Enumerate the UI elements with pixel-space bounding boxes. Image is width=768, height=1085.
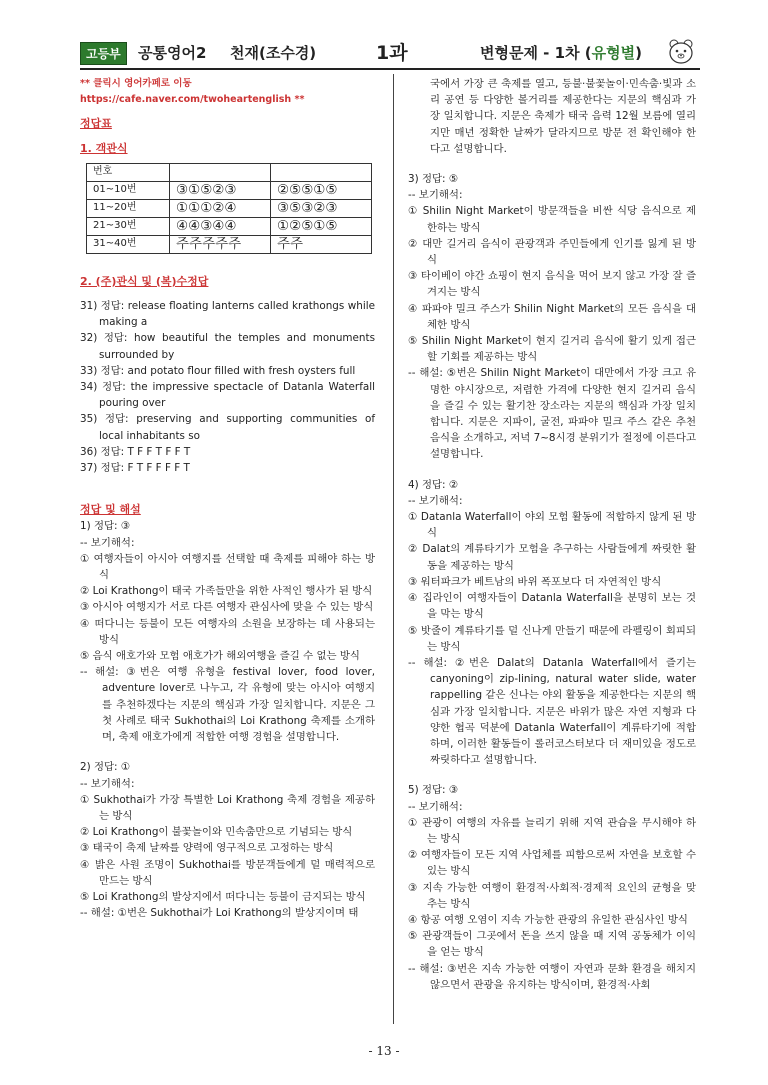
q1-option: ② Loi Krathong이 태국 가족들만을 위한 사적인 행사가 된 방식 xyxy=(80,585,373,598)
answer-cell: 주주주주주 xyxy=(170,235,271,253)
q1-option: ⑤ 음식 애호가와 모험 애호가가 해외여행을 즐길 수 없는 방식 xyxy=(80,650,360,663)
q3-option: ① Shilin Night Market이 방문객들을 비싼 식당 음식으로 제한하는 방식 xyxy=(408,205,696,234)
header-rule xyxy=(80,68,700,70)
q2-explanation-continued: 국에서 가장 큰 축제를 열고, 등불·불꽃놀이·민속춤·빛과 소리 공연 등 다양한 볼거리를 제공한다는 지문의 핵심과 가장 일치합니다. 지문은 축제가 태국 음력 12월 보름에 열리지만 매년 정확한 날짜가 달라지므로 방문 전 확인해야 한다고 설명합니다. xyxy=(430,78,696,155)
answer-cell: 주주 xyxy=(271,235,372,253)
q5-explanation-start: -- 해설: ③번은 지속 가능한 여행이 자연과 문화 환경을 해치지 않으면서 관광을 유지하는 방식이며, 환경적·사회 xyxy=(408,962,696,991)
q4-option: ④ 집라인이 여행자들이 Datanla Waterfall을 분명히 보는 것을 막는 방식 xyxy=(408,592,696,621)
q2-option: ② Loi Krathong이 불꽃놀이와 민속춤만으로 기념되는 방식 xyxy=(80,826,353,839)
q5-option: ③ 지속 가능한 여행이 환경적·사회적·경제적 요인의 균형을 맞추는 방식 xyxy=(408,881,696,910)
q2-answer: 2) 정답: ① xyxy=(80,761,131,774)
table-row xyxy=(87,235,372,253)
row-label: 31~40번 xyxy=(87,235,170,253)
table-row xyxy=(87,199,372,217)
q3-intro: -- 보기해석: xyxy=(408,189,463,202)
exam-type-suffix: ) xyxy=(635,44,642,62)
subjective-answer: 34) 정답: the impressive spectacle of Datanla Waterfall pouring over xyxy=(80,381,375,410)
subjective-answer: 31) 정답: release floating lanterns called krathongs while making a xyxy=(80,300,375,329)
q5-option: ① 관광이 여행의 자유를 늘리기 위해 지역 관습을 무시해야 하는 방식 xyxy=(408,816,696,845)
q1-option: ① 여행자들이 아시아 여행지를 선택할 때 축제를 피해야 하는 방식 xyxy=(80,552,375,582)
q1-option: ③ 아시아 여행지가 서로 다른 여행자 관심사에 맞을 수 있는 방식 xyxy=(80,601,374,614)
q5-answer: 5) 정답: ③ xyxy=(408,784,459,797)
answer-cell: ④④③④④ xyxy=(170,217,271,235)
exam-type-prefix: 변형문제 - 1차 ( xyxy=(480,44,592,62)
q5-option: ④ 항공 여행 오염이 지속 가능한 관광의 유일한 관심사인 방식 xyxy=(408,913,688,926)
q2-explanation-start: -- 해설: ①번은 Sukhothai가 Loi Krathong의 발상지이며 태 xyxy=(80,907,359,920)
answer-cell: ③⑤③②③ xyxy=(271,199,372,217)
q2-option: ④ 밝은 사원 조명이 Sukhothai를 방문객들에게 덜 매력적으로 만드는 방식 xyxy=(80,858,375,887)
row-label: 21~30번 xyxy=(87,217,170,235)
page-header xyxy=(80,38,700,66)
exam-type-highlight: 유형별 xyxy=(591,44,636,62)
answer-cell: ①②⑤①⑤ xyxy=(271,217,372,235)
q1-answer: 1) 정답: ③ xyxy=(80,520,131,533)
left-column xyxy=(80,76,375,921)
exam-type-title xyxy=(480,42,642,63)
subjective-answer: 36) 정답: T F F T F F T xyxy=(80,445,191,458)
q2-intro: -- 보기해석: xyxy=(80,777,135,790)
q1-explanation: -- 해설: ③번은 여행 유형을 festival lover, food lover, adventure lover로 나누고, 각 유형에 맞는 아시아 여행지를 추천하겠다는 지문의 핵심과 가장 일치합니다. 지문은 그 첫 사례로 태국 Sukhothai의 Loi Krathong 축제를 소개하며, 축제 애호가에게 적합한 여행 경험을 설명합니다. xyxy=(80,666,375,744)
q2-option: ③ 태국이 축제 날짜를 양력에 영구적으로 고정하는 방식 xyxy=(80,842,334,855)
q4-answer: 4) 정답: ② xyxy=(408,478,459,491)
q1-option: ④ 떠다니는 등불이 모든 여행자의 소원을 보장하는 데 사용되는 방식 xyxy=(80,617,375,646)
q5-option: ② 여행자들이 모든 지역 사업체를 피함으로써 자연을 보호할 수 있는 방식 xyxy=(408,849,696,878)
answer-cell: ②⑤⑤①⑤ xyxy=(271,181,372,199)
row-label: 11~20번 xyxy=(87,199,170,217)
subjective-answer: 32) 정답: how beautiful the temples and monuments surrounded by xyxy=(80,332,375,361)
objective-title: 1. 객관식 xyxy=(80,141,128,155)
right-column xyxy=(408,76,696,993)
subject-title: 공통영어2 xyxy=(138,44,207,62)
publisher-title: 천재(조수경) xyxy=(230,44,317,62)
q3-option: ② 대만 길거리 음식이 관광객과 주민들에게 인기를 잃게 된 방식 xyxy=(408,237,696,267)
q4-intro: -- 보기해석: xyxy=(408,494,463,507)
q2-option: ① Sukhothai가 가장 특별한 Loi Krathong 축제 경험을 제공하는 방식 xyxy=(80,793,375,822)
subjective-answer: 37) 정답: F T F F F F T xyxy=(80,462,190,475)
answer-cell: ③①⑤②③ xyxy=(170,181,271,199)
q3-option: ③ 타이베이 야간 쇼핑이 현지 음식을 먹어 보지 않고 가장 잘 즐겨지는 방식 xyxy=(408,270,696,299)
column-divider xyxy=(393,74,394,1024)
q4-option: ② Dalat의 계류타기가 모험을 추구하는 사람들에게 짜릿한 활동을 제공하는 방식 xyxy=(408,543,696,572)
bear-mascot-icon xyxy=(666,36,696,66)
lesson-title: 1과 xyxy=(376,42,408,64)
answer-cell: ①①①②④ xyxy=(170,199,271,217)
q4-option: ③ 워터파크가 베트남의 바위 폭포보다 더 자연적인 방식 xyxy=(408,575,662,588)
table-header: 번호 xyxy=(87,163,170,181)
level-badge: 고등부 xyxy=(80,42,127,65)
q3-option: ⑤ Shilin Night Market이 현지 길거리 음식에 활기 있게 접근할 기회를 제공하는 방식 xyxy=(408,335,696,364)
q4-option: ⑤ 밧줄이 계류타기를 덜 신나게 만들기 때문에 라펠링이 회피되는 방식 xyxy=(408,624,696,653)
q3-answer: 3) 정답: ⑤ xyxy=(408,173,459,186)
page-number: - 13 - xyxy=(368,1044,400,1058)
table-row xyxy=(87,163,372,181)
explain-title: 정답 및 해설 xyxy=(80,503,141,517)
q4-explanation: -- 해설: ②번은 Dalat의 Datanla Waterfall에서 즐기는 canyoning이 zip-lining, natural water slide, water rappelling 같은 신나는 야외 활동을 제공한다는 지문의 핵심과 가장 일치합니다. 지문은 바위가 많은 자연 지형과 다양한 협곡 덕분에 Datanla Waterfall이 계류타기에 적합하며, 이러한 활동들이 롤러코스터보다 더 재미있을 정도로 짜릿하다고 설명합니다. xyxy=(408,656,696,767)
q1-intro: -- 보기해석: xyxy=(80,536,135,549)
subjective-answer: 35) 정답: preserving and supporting communities of local inhabitants so xyxy=(80,413,375,442)
q2-option: ⑤ Loi Krathong의 발상지에서 떠다니는 등불이 금지되는 방식 xyxy=(80,890,366,903)
q3-explanation: -- 해설: ⑤번은 Shilin Night Market이 대만에서 가장 크고 유명한 야시장으로, 저렴한 가격에 다양한 현지 길거리 음식을 즐길 수 있는 활기찬 장소라는 지문의 핵심과 가장 일치합니다. 지문은 지파이, 굴전, 파파야 밀크 주스 같은 추천 음식을 소개하고, 저녁 7~8시경 분위기가 절정에 이른다고 설명합니다. xyxy=(408,367,696,461)
cafe-link[interactable]: ** 클릭시 영어카페로 이동 https://cafe.naver.com/twoheartenglish ** xyxy=(80,78,305,106)
table-row xyxy=(87,181,372,199)
q5-option: ⑤ 관광객들이 그곳에서 돈을 쓰지 않을 때 지역 공동체가 이익을 얻는 방식 xyxy=(408,930,696,959)
answer-table xyxy=(86,163,372,254)
row-label: 01~10번 xyxy=(87,181,170,199)
subjective-answer: 33) 정답: and potato flour filled with fresh oysters full xyxy=(80,364,356,377)
answer-table-title: 정답표 xyxy=(80,117,112,131)
table-row xyxy=(87,217,372,235)
q5-intro: -- 보기해석: xyxy=(408,800,463,813)
subjective-title: 2. (주)관식 및 (복)수정답 xyxy=(80,274,209,288)
q4-option: ① Datanla Waterfall이 야외 모험 활동에 적합하지 않게 된 방식 xyxy=(408,511,696,540)
q3-option: ④ 파파야 밀크 주스가 Shilin Night Market의 모든 음식을 대체한 방식 xyxy=(408,302,696,331)
